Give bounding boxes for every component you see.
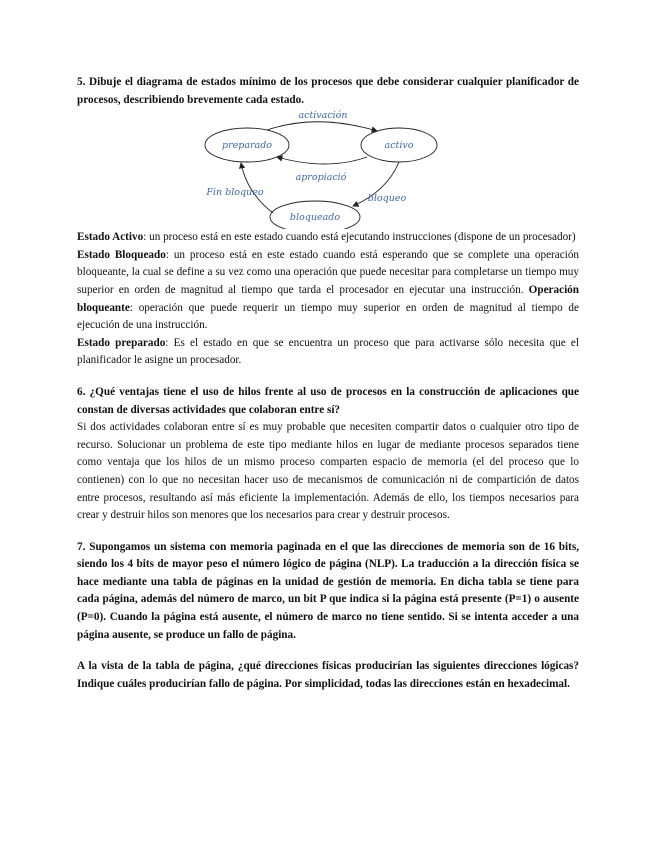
question-6-answer: Si dos actividades colaboran entre sí es muy probable que necesiten compartir datos o cualquier otro tipo de recurso. Solucionar un problema de este tipo mediante hilos en lugar de mediante procesos separados tiene como ventaja que los hilos de un mismo proceso comparten espacio de memoria (el del proceso que lo contienen) con lo que no necesitan hacer uso de mecanismos de comunicación ni de compartición de datos entre procesos, resultando así más eficiente la implementación. Además de ello, los tiempos necesarios para crear y destruir hilos son menores que los necesarios para crear y destruir procesos.	[77, 421, 579, 522]
question-7-title: 7. Supongamos un sistema con memoria paginada en el que las direcciones de memoria son de 16 bits, siendo los 4 bits de mayor peso el número lógico de página (NLP). La traducción a la dirección física se hace mediante una tabla de páginas en la unidad de gestión de memoria. En dicha tabla se tiene para cada página, además del número de marco, un bit P que indica si la página está presente (P=1) o ausente (P=0). Cuando la página está ausente, el número de marco no tiene sentido. Si se intenta acceder a una página ausente, se produce un fallo de página.	[77, 540, 579, 641]
operacion-bloqueante-label: Operación bloqueante	[77, 283, 579, 314]
question-7-prompt: A la vista de la tabla de página, ¿qué direcciones físicas producirían las siguientes direcciones lógicas? Indique cuáles producirían fallo de página. Por simplicidad, todas las direcciones están en hexadecimal.	[77, 660, 579, 690]
spacer	[77, 525, 579, 539]
state-preparado-label: preparado	[222, 140, 272, 152]
estado-preparado-paragraph	[77, 335, 579, 370]
document-page	[77, 74, 579, 693]
process-state-diagram	[77, 109, 579, 229]
estado-activo-paragraph	[77, 229, 579, 247]
edge-activacion	[267, 122, 377, 131]
transition-apropiacion-label: apropiació	[295, 172, 347, 184]
question-6-title: 6. ¿Qué ventajas tiene el uso de hilos frente al uso de procesos en la construcción de aplicaciones que constan de diversas actividades que colaboran entre sí?	[77, 385, 579, 416]
spacer	[77, 370, 579, 384]
spacer	[77, 644, 579, 658]
state-diagram-svg	[77, 109, 579, 229]
estado-activo-label: Estado Activo	[77, 231, 144, 244]
estado-activo-text: : un proceso está en este estado cuando está ejecutando instrucciones (dispone de un procesador)	[143, 231, 576, 244]
state-bloqueado-label: bloqueado	[289, 212, 341, 224]
estado-preparado-label: Estado preparado	[77, 336, 166, 349]
estado-bloqueado-text: : un proceso está en este estado cuando está esperando que se complete una operación bloqueante, la cual se define a su vez como una operación que puede necesitar para completarse un tiempo muy superior en orden de magnitud al tiempo que tarda el procesador en ejecutar una instrucción.	[77, 248, 580, 296]
transition-activacion-label: activación	[298, 110, 348, 122]
operacion-bloqueante-text: : operación que puede requerir un tiempo muy superior en orden de magnitud al tiempo de ejecución de una instrucción.	[77, 301, 579, 332]
transition-fin-bloqueo-label: Fin bloqueo	[206, 187, 264, 199]
estado-bloqueado-paragraph	[77, 247, 579, 335]
transition-bloqueo-label: bloqueo	[367, 193, 407, 205]
edge-apropiacion	[277, 157, 367, 164]
question-5-title: 5. Dibuje el diagrama de estados mínimo de los procesos que debe considerar cualquier planificador de procesos, describiendo brevemente cada estado.	[77, 76, 579, 106]
estado-bloqueado-label: Estado Bloqueado	[77, 248, 166, 261]
estado-preparado-text: : Es el estado en que se encuentra un proceso que para activarse sólo necesita que el planificador le asigne un procesador.	[77, 336, 579, 367]
state-activo-label: activo	[384, 140, 414, 152]
